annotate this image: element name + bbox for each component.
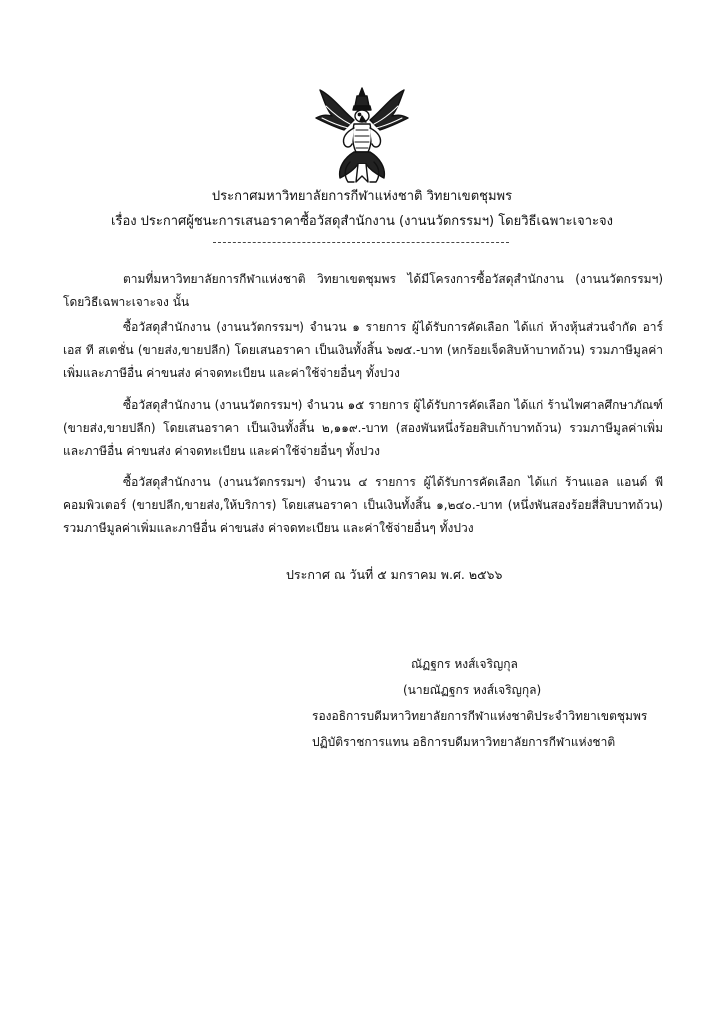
- announcement-title: ประกาศมหาวิทยาลัยการกีฬาแห่งชาติ วิทยาเขตชุมพร: [211, 189, 513, 204]
- item-paragraph-1: ซื้อวัสดุสำนักงาน (งานนวัตกรรมฯ) จำนวน ๑ รายการ ผู้ได้รับการคัดเลือก ได้แก่ ห้างหุ้นส่วนจำกัด อาร์ เอส ที สเตชั่น (ขายส่ง,ขายปลีก) โดยเสนอราคา เป็นเงินทั้งสิ้น ๖๗๕.-บาท (หกร้อยเจ็ดสิบห้าบาทถ้วน) รวมภาษีมูลค่าเพิ่มและภาษีอื่น ค่าขนส่ง ค่าจดทะเบียน และค่าใช้จ่ายอื่นๆ ทั้งปวง: [63, 320, 663, 380]
- signature-position-2: ปฏิบัติราชการแทน อธิการบดีมหาวิทยาลัยการกีฬาแห่งชาติ: [312, 735, 616, 749]
- signature-full-name: (นายณัฏฐกร หงส์เจริญกุล): [403, 683, 542, 697]
- item-paragraph-2: ซื้อวัสดุสำนักงาน (งานนวัตกรรมฯ) จำนวน ๑๕ รายการ ผู้ได้รับการคัดเลือก ได้แก่ ร้านไพศาลศึกษาภัณฑ์ (ขายส่ง,ขายปลีก) โดยเสนอราคา เป็นเงินทั้งสิ้น ๒,๑๑๙.-บาท (สองพันหนึ่งร้อยสิบเก้าบาทถ้วน) รวมภาษีมูลค่าเพิ่มและภาษีอื่น ค่าขนส่ง ค่าจดทะเบียน และค่าใช้จ่ายอื่นๆ ทั้งปวง: [63, 398, 663, 458]
- signature-position-1: รองอธิการบดีมหาวิทยาลัยการกีฬาแห่งชาติประจำวิทยาเขตชุมพร: [312, 709, 648, 723]
- subject-label: เรื่อง: [111, 214, 137, 229]
- subject-text: ประกาศผู้ชนะการเสนอราคาซื้อวัสดุสำนักงาน (งานนวัตกรรมฯ) โดยวิธีเฉพาะเจาะจง: [140, 214, 613, 229]
- intro-paragraph: ตามที่มหาวิทยาลัยการกีฬาแห่งชาติ วิทยาเขตชุมพร ได้มีโครงการซื้อวัสดุสำนักงาน (งานนวัตกรรมฯ) โดยวิธีเฉพาะเจาะจง นั้น: [63, 272, 663, 309]
- signature-name: ณัฏฐกร หงส์เจริญกุล: [411, 657, 518, 671]
- announcement-subject: [0, 214, 724, 230]
- item-paragraph-3: ซื้อวัสดุสำนักงาน (งานนวัตกรรมฯ) จำนวน ๔ รายการ ผู้ได้รับการคัดเลือก ได้แก่ ร้านแอล แอนด์ พี คอมพิวเตอร์ (ขายปลีก,ขายส่ง,ให้บริการ) โดยเสนอราคา เป็นเงินทั้งสิ้น ๑,๒๔๐.-บาท (หนึ่งพันสองร้อยสี่สิบบาทถ้วน) รวมภาษีมูลค่าเพิ่มและภาษีอื่น ค่าขนส่ง ค่าจดทะเบียน และค่าใช้จ่ายอื่นๆ ทั้งปวง: [63, 475, 663, 535]
- dashed-divider: [213, 242, 509, 243]
- garuda-emblem-icon: [314, 86, 410, 186]
- announcement-date: ประกาศ ณ วันที่ ๕ มกราคม พ.ศ. ๒๕๖๖: [286, 567, 503, 582]
